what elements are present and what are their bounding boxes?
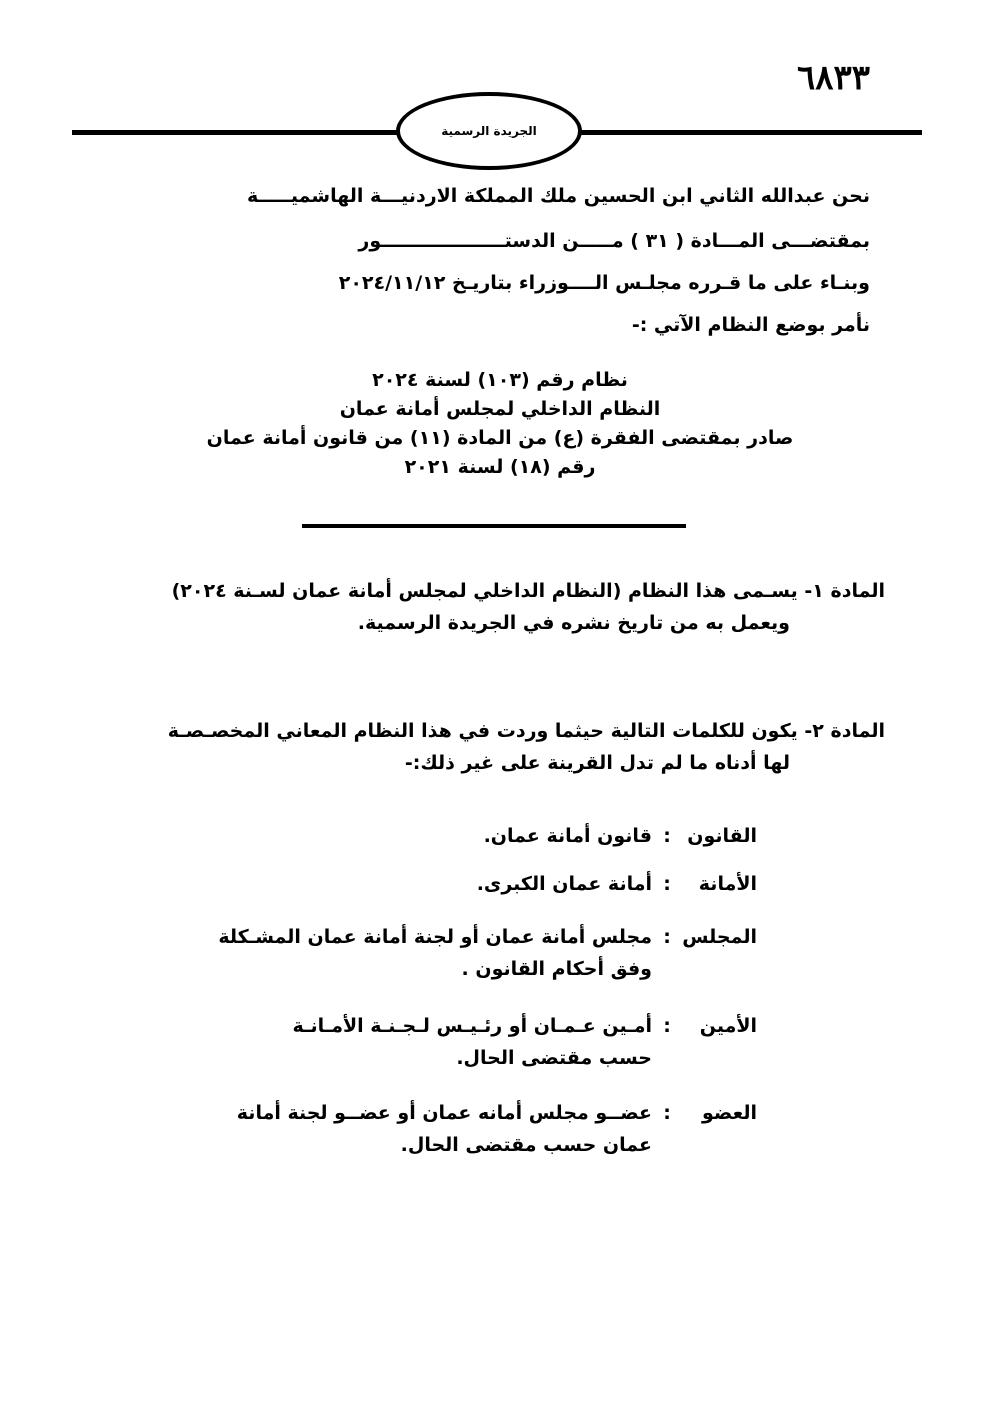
article-2 <box>115 715 885 779</box>
definition-colon: : <box>663 825 671 847</box>
definition-colon: : <box>663 873 671 895</box>
regulation-title-block <box>160 366 840 482</box>
regulation-number: نظام رقم (١٠٣) لسنة ٢٠٢٤ <box>372 369 628 391</box>
article-1-line-1: المادة ١- يسـمى هذا النظام (النظام الداخلي لمجلس أمانة عمان لسـنة ٢٠٢٤) <box>171 580 885 602</box>
article-2-line-1: المادة ٢- يكون للكلمات التالية حيثما وردت في هذا النظام المعاني المخصـصـة <box>167 720 885 742</box>
definition-text-continued: حسب مقتضى الحال. <box>456 1047 652 1069</box>
definition-colon: : <box>663 1102 671 1124</box>
definition-text: عضــو مجلس أمانه عمان أو عضــو لجنة أمانة <box>236 1102 652 1124</box>
definition-item <box>157 1010 757 1074</box>
article-1 <box>115 575 885 639</box>
definition-item <box>157 820 757 852</box>
definition-text: مجلس أمانة عمان أو لجنة أمانة عمان المشـكلة <box>218 926 652 948</box>
gazette-emblem <box>396 92 582 170</box>
definition-term: العضو <box>701 1102 757 1124</box>
preamble-line: وبنـاء على ما قـرره مجلـس الــــوزراء بتاريـخ ٢٠٢٤/١١/١٢ <box>338 272 870 294</box>
regulation-basis: صادر بمقتضى الفقرة (ع) من المادة (١١) من قانون أمانة عمان <box>206 427 794 449</box>
preamble-line: نحن عبدالله الثاني ابن الحسين ملك المملكة الاردنيـــة الهاشميـــــة <box>246 185 870 207</box>
preamble-line: نأمر بوضع النظام الآتي :- <box>631 314 870 336</box>
definition-term: الأمانة <box>698 873 757 895</box>
definition-text-continued: عمان حسب مقتضى الحال. <box>400 1134 652 1156</box>
definition-colon: : <box>663 1015 671 1037</box>
definition-item <box>157 921 757 985</box>
definition-text: قانون أمانة عمان. <box>483 825 652 847</box>
article-2-line-2: لها أدناه ما لم تدل القرينة على غير ذلك:- <box>404 752 790 774</box>
definition-item <box>157 868 757 900</box>
definition-text-continued: وفق أحكام القانون . <box>461 958 652 980</box>
preamble-line: بمقتضـــى المـــادة ( ٣١ ) مـــــن الدستـــــــــــــــــــور <box>358 230 870 252</box>
definition-item <box>157 1097 757 1161</box>
definition-colon: : <box>663 926 671 948</box>
definition-term: الأمين <box>699 1015 757 1037</box>
definition-text: أمانة عمان الكبرى. <box>476 873 652 895</box>
definition-term: القانون <box>687 825 757 847</box>
gazette-title: الجريدة الرسمية <box>441 124 537 138</box>
definition-text: أمـين عـمـان أو رئـيـس لـجـنـة الأمـانـة <box>292 1015 652 1037</box>
regulation-law-number: رقم (١٨) لسنة ٢٠٢١ <box>404 456 596 478</box>
definition-term: المجلس <box>682 926 757 948</box>
article-1-line-2: ويعمل به من تاريخ نشره في الجريدة الرسمية. <box>357 612 790 634</box>
title-divider <box>302 524 686 528</box>
regulation-name: النظام الداخلي لمجلس أمانة عمان <box>339 398 661 420</box>
page-number: ٦٨٣٣ <box>796 58 870 98</box>
